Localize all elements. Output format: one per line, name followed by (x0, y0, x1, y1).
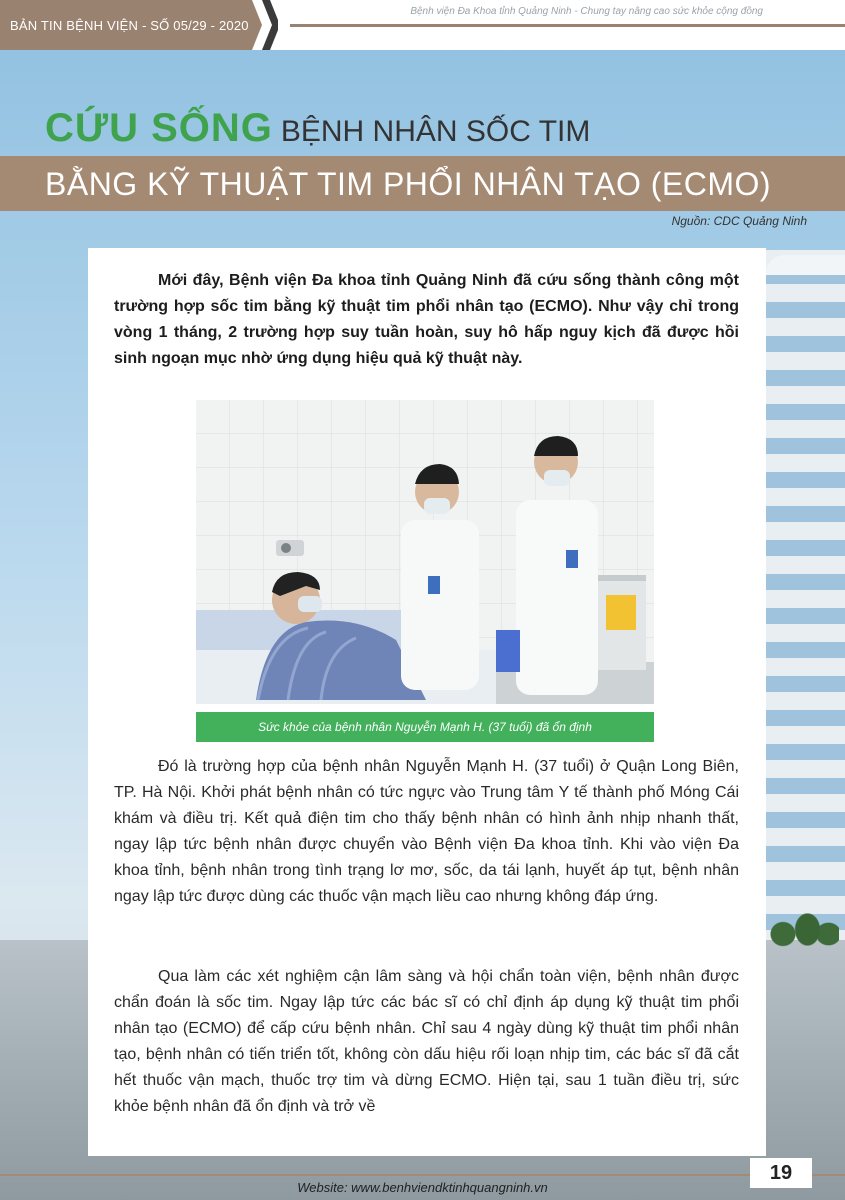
footer-website[interactable]: Website: www.benhviendktinhquangninh.vn (297, 1180, 548, 1195)
hospital-room-illustration (196, 400, 654, 704)
article-card (88, 248, 766, 1156)
background-trees (769, 880, 839, 970)
headline-line2: BẰNG KỸ THUẬT TIM PHỔI NHÂN TẠO (ECMO) (45, 166, 772, 202)
article-lead: Mới đây, Bệnh viện Đa khoa tỉnh Quảng Ninh đã cứu sống thành công một trường hợp sốc tim bằng kỹ thuật tim phổi nhân tạo (ECMO). Như vậy chỉ trong vòng 1 tháng, 2 trường hợp suy tuần hoàn, suy hô hấp nguy kịch đã được hồi sinh ngoạn mục nhờ ứng dụng hiệu quả kỹ thuật này. (114, 272, 739, 367)
headline-line1-rest: BỆNH NHÂN SỐC TIM (280, 115, 591, 148)
article-paragraph-2: Qua làm các xét nghiệm cận lâm sàng và hội chẩn toàn viện, bệnh nhân được chẩn đoán là sốc tim. Ngay lập tức các bác sĩ có chỉ định áp dụng kỹ thuật tim phổi nhân tạo (ECMO) để cấp cứu bệnh nhân. Chỉ sau 4 ngày dùng kỹ thuật tim phổi nhân tạo, bệnh nhân có tiến triển tốt, không còn dấu hiệu rối loạn nhịp tim, các bác sĩ đã cắt hết thuốc vận mạch, thuốc trợ tim và dừng ECMO. Hiện tại, sau 1 tuần điều trị, sức khỏe bệnh nhân đã ổn định và trở về (114, 968, 739, 1115)
header-divider (290, 24, 845, 27)
article-photo (196, 400, 654, 704)
header-bar (0, 0, 845, 50)
article-paragraph-1: Đó là trường hợp của bệnh nhân Nguyễn Mạnh H. (37 tuổi) ở Quận Long Biên, TP. Hà Nội. Khởi phát bệnh nhân có tức ngực vào Trung tâm Y tế thành phố Móng Cái khám và điều trị. Kết quả điện tim cho thấy bệnh nhân có hình ảnh nhịp nhanh thất, ngay lập tức bệnh nhân được chuyển vào Bệnh viện Đa khoa tỉnh. Khi vào viện Đa khoa tỉnh, bệnh nhân trong tình trạng lơ mơ, sốc, da tái lạnh, huyết áp tụt, bệnh nhân ngay lập tức được dùng các thuốc vận mạch liều cao nhưng không đáp ứng. (114, 758, 739, 905)
building-roof (765, 255, 845, 275)
headline-line1 (45, 106, 590, 151)
article-source: Nguồn: CDC Quảng Ninh (671, 214, 807, 228)
footer-divider (0, 1174, 845, 1176)
photo-caption: Sức khỏe của bệnh nhân Nguyễn Mạnh H. (37 tuổi) đã ổn định (196, 712, 654, 742)
headline-highlight: CỨU SỐNG (45, 106, 273, 150)
page-footer (0, 1160, 845, 1200)
page-number: 19 (750, 1158, 812, 1188)
hospital-slogan: Bệnh viện Đa Khoa tỉnh Quảng Ninh - Chung tay nâng cao sức khỏe cộng đồng (410, 6, 763, 17)
issue-label: BẢN TIN BỆNH VIỆN - SỐ 05/29 - 2020 (10, 18, 249, 33)
